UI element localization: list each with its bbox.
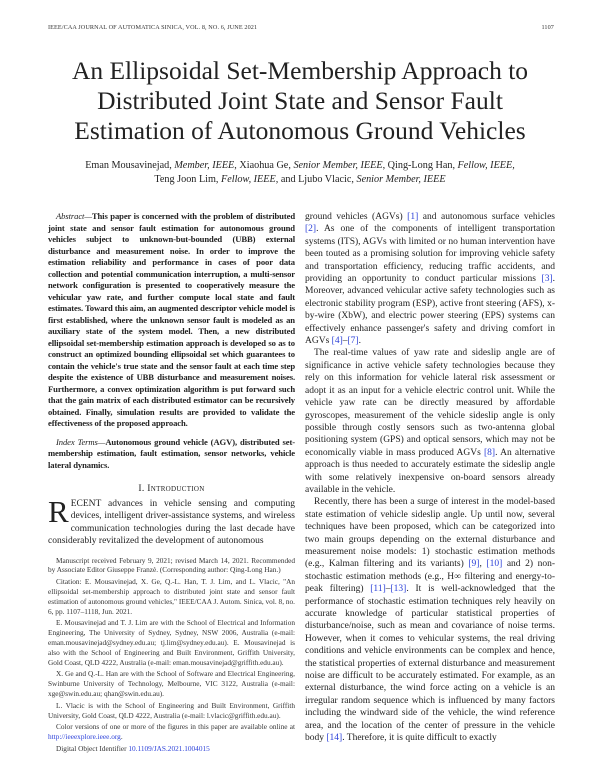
- doi-label: Digital Object Identifier: [56, 743, 129, 753]
- body-text: and 2) non-stochastic estimation methods (e.g., H∞ filtering and energy-to-peak filtering): [305, 559, 556, 595]
- color-note-text: Color versions of one or more of the figures in this paper are available online at: [56, 722, 295, 732]
- section-number: I.: [138, 483, 145, 494]
- ieeexplore-link[interactable]: http://ieeexplore.ieee.org: [48, 732, 121, 742]
- body-text: .: [358, 336, 361, 347]
- footnote-affiliation: E. Mousavinejad and T. J. Lim are with the School of Electrical and Information Engineering, The University of Sydney, Sydney, NSW 2006, Australia (e-mail: eman.mousavinejad@sydney.edu.au; tj.lim@sydney.edu.au). E. Mousavinejad is also with the School of Engineering and Built Environment, Griffith University, Gold Coast, QLD 4222, Australia (e-mail: eman.mousavinejad@griffith.edu.au).: [48, 618, 295, 667]
- body-text: –: [342, 336, 348, 347]
- index-terms-text: Autonomous ground vehicle (AGV), distributed set-membership estimation, fault estimation, sensor networks, vehicle lateral dynamics.: [48, 436, 296, 470]
- body-text: The real-time values of yaw rate and sideslip angle are of significance in active vehicle safety technologies because they rely on this information for vehicle lateral risk assessment or adopt it as an input for a vehicle electric control unit. While the vehicle yaw rate can be directly measured by affordable gyroscopes, measurement of the vehicle sideslip angle is only possible through costly sensors such as two-antenna global positioning system (GPS) and optical sensors, which may not be economically viable in mass produced AGVs: [305, 348, 555, 458]
- journal-name: IEEE/CAA JOURNAL OF AUTOMATICA SINICA, VOL. 8, NO. 6, JUNE 2021: [48, 24, 258, 31]
- footnotes: [48, 556, 295, 754]
- author-role: Senior Member, IEEE: [356, 174, 446, 185]
- title-line: Distributed Joint State and Sensor Fault: [97, 86, 503, 115]
- body-text: . An alternative approach is thus needed to accurately estimate the sideslip angle with some relatively inexpensive on-board sensors already available in the vehicle.: [305, 447, 555, 495]
- left-column: [48, 211, 295, 756]
- body-text: –: [385, 584, 391, 595]
- section-heading: [48, 483, 295, 494]
- page-number: 1107: [541, 24, 554, 31]
- author-name: Qing-Long Han,: [387, 160, 455, 171]
- author-role: Fellow, IEEE,: [221, 174, 279, 185]
- footnote-color: Color versions of one or more of the figures in this paper are available online at http://ieeexplore.ieee.org.: [48, 722, 295, 742]
- running-header: [48, 24, 554, 31]
- body-text: and autonomous surface vehicles: [418, 212, 555, 222]
- index-terms: [48, 437, 295, 472]
- drop-cap: R: [48, 494, 69, 529]
- footnote-doi: [48, 744, 295, 754]
- author-name: Teng Joon Lim,: [154, 174, 219, 185]
- body-text: ,: [479, 559, 487, 570]
- author-name: Xiaohua Ge,: [239, 160, 291, 171]
- body-text: Recently, there has been a surge of interest in the model-based state estimation of vehicle sideslip angle. Up until now, several techniques have been proposed, which can be categorized into two main groups depending on the external disturbance and measurement noise models: 1) stochastic estimation methods (e.g., Kalman filtering and its variants): [305, 497, 555, 570]
- citation-link[interactable]: [7]: [347, 336, 359, 347]
- author-role: Member, IEEE: [174, 160, 235, 171]
- body-text: . It is well-acknowledged that the performance of stochastic estimation techniques rely heavily on accurate knowledge of particular statistical properties of disturbance/noise, such as mean and covariance of noise terms. However, when it comes to vehicular systems, the real driving conditions and vehicle environments can be complex and hence, the statistical properties of external disturbance and measurement noise are difficult to be accurately estimated. For example, as an external disturbance, the wind force acting on a vehicle is an irregular random sequence which is influenced by many factors including the windward side of the vehicle, the wind reference area, and the location of the center of pressure in the vehicle body: [305, 584, 555, 744]
- author-name: Eman Mousavinejad,: [85, 160, 172, 171]
- body-text: . Moreover, advanced vehicular active safety technologies such as electronic stability program (ESP), active front steering (AFS), x-by-wire (XbW), and electric power steering (EPS) systems can effectively enhance passenger's safety and driving comfort in AGVs: [305, 274, 555, 347]
- author-role: Senior Member, IEEE: [293, 160, 383, 171]
- right-column: [305, 211, 555, 744]
- abstract-label: Abstract—: [56, 211, 92, 221]
- body-text: . As one of the components of intelligent transportation systems (ITS), AGVs with limited or no human intervention have been touted as a promising solution for improving vehicle safety and transportation efficiency, reducing traffic accidents, and providing an opportunity to conduct particular missions: [305, 224, 555, 285]
- intro-text: ECENT advances in vehicle sensing and computing devices, intelligent driver-assistance systems, and wireless communication technologies during the last decade have considerably revitalized the development of autonomous: [48, 499, 295, 547]
- citation-link[interactable]: [14]: [326, 733, 343, 744]
- body-text: . Therefore, it is quite difficult to exactly: [342, 733, 497, 744]
- footnote-citation: Citation: E. Mousavinejad, X. Ge, Q.-L. Han, T. J. Lim, and L. Vlacic, "An ellipsoidal set-membership approach to distributed joint state and sensor fault estimation of autonomous ground vehicles," IEEE/CAA J. Autom. Sinica, vol. 8, no. 6, pp. 1107–1118, Jun. 2021.: [48, 577, 295, 616]
- paper-title: [0, 56, 600, 146]
- author-role: Fellow, IEEE,: [457, 160, 515, 171]
- body-text: ground vehicles (AGVs): [305, 212, 408, 222]
- footnote-affiliation: X. Ge and Q.-L. Han are with the School of Software and Electrical Engineering, Swinburne University of Technology, Melbourne, VIC 3122, Australia (e-mail: xge@swin.edu.au; qhan@swin.edu.au).: [48, 669, 295, 698]
- section-title: Introduction: [147, 483, 205, 494]
- abstract: [48, 211, 295, 430]
- title-line: An Ellipsoidal Set-Membership Approach to: [71, 56, 529, 85]
- citation-link[interactable]: [4]: [331, 336, 343, 347]
- citation-link[interactable]: [10]: [486, 559, 503, 570]
- doi-link[interactable]: 10.1109/JAS.2021.1004015: [128, 743, 210, 753]
- citation-link[interactable]: [8]: [483, 447, 496, 458]
- title-line: Estimation of Autonomous Ground Vehicles: [74, 116, 526, 145]
- citation-link[interactable]: [2]: [305, 224, 317, 235]
- footnote-affiliation: L. Vlacic is with the School of Engineering and Built Environment, Griffith University, Gold Coast, QLD 4222, Australia (e-mail: l.vlacic@griffith.edu.au).: [48, 700, 295, 720]
- body-paragraph: [305, 496, 555, 744]
- author-name: and Ljubo Vlacic,: [280, 174, 354, 185]
- abstract-text: This paper is concerned with the problem of distributed joint state and sensor fault estimation for autonomous ground vehicles subject to unknown-but-bounded (UBB) external disturbance and measurement noise. In order to improve the estimation reliability and performance in cases of poor data collection and potential communication interruption, a multi-sensor network configuration is presented to cooperatively measure the vehicular yaw rate, and further compute local state and fault estimates. Toward this aim, an augmented descriptor vehicle model is first established, where the unknown sensor fault is modeled as an auxiliary state of the system model. Then, a new distributed ellipsoidal set-membership estimation approach is developed so as to construct an optimized bounding ellipsoidal set which guarantees to contain the vehicle's true state and the sensor fault at each time step despite the existence of UBB disturbance and measurement noises. Furthermore, a convex optimization algorithm is put forward such that the gain matrix of each distributed estimator can be recursively obtained. Finally, simulation results are provided to validate the effectiveness of the proposed approach.: [48, 211, 295, 428]
- author-list: Eman Mousavinejad, Member, IEEE, Xiaohua Ge, Senior Member, IEEE, Qing-Long Han, Fellow, IEEE, Teng Joon Lim, Fellow, IEEE, and Ljubo Vlacic, Senior Member, IEEE: [85, 160, 515, 185]
- body-paragraph: [305, 211, 555, 347]
- citation-link[interactable]: [11]: [370, 584, 386, 595]
- citation-link[interactable]: [13]: [390, 584, 407, 595]
- citation-link[interactable]: [1]: [407, 212, 419, 222]
- footnote-received: Manuscript received February 9, 2021; revised March 14, 2021. Recommended by Associate Editor Giuseppe Franzè. (Corresponding author: Qing-Long Han.): [48, 555, 295, 575]
- intro-paragraph: [48, 494, 295, 548]
- citation-link[interactable]: [9]: [468, 559, 480, 570]
- index-terms-label: Index Terms—: [56, 436, 106, 447]
- body-paragraph: [305, 347, 555, 496]
- citation-link[interactable]: [3]: [541, 274, 553, 285]
